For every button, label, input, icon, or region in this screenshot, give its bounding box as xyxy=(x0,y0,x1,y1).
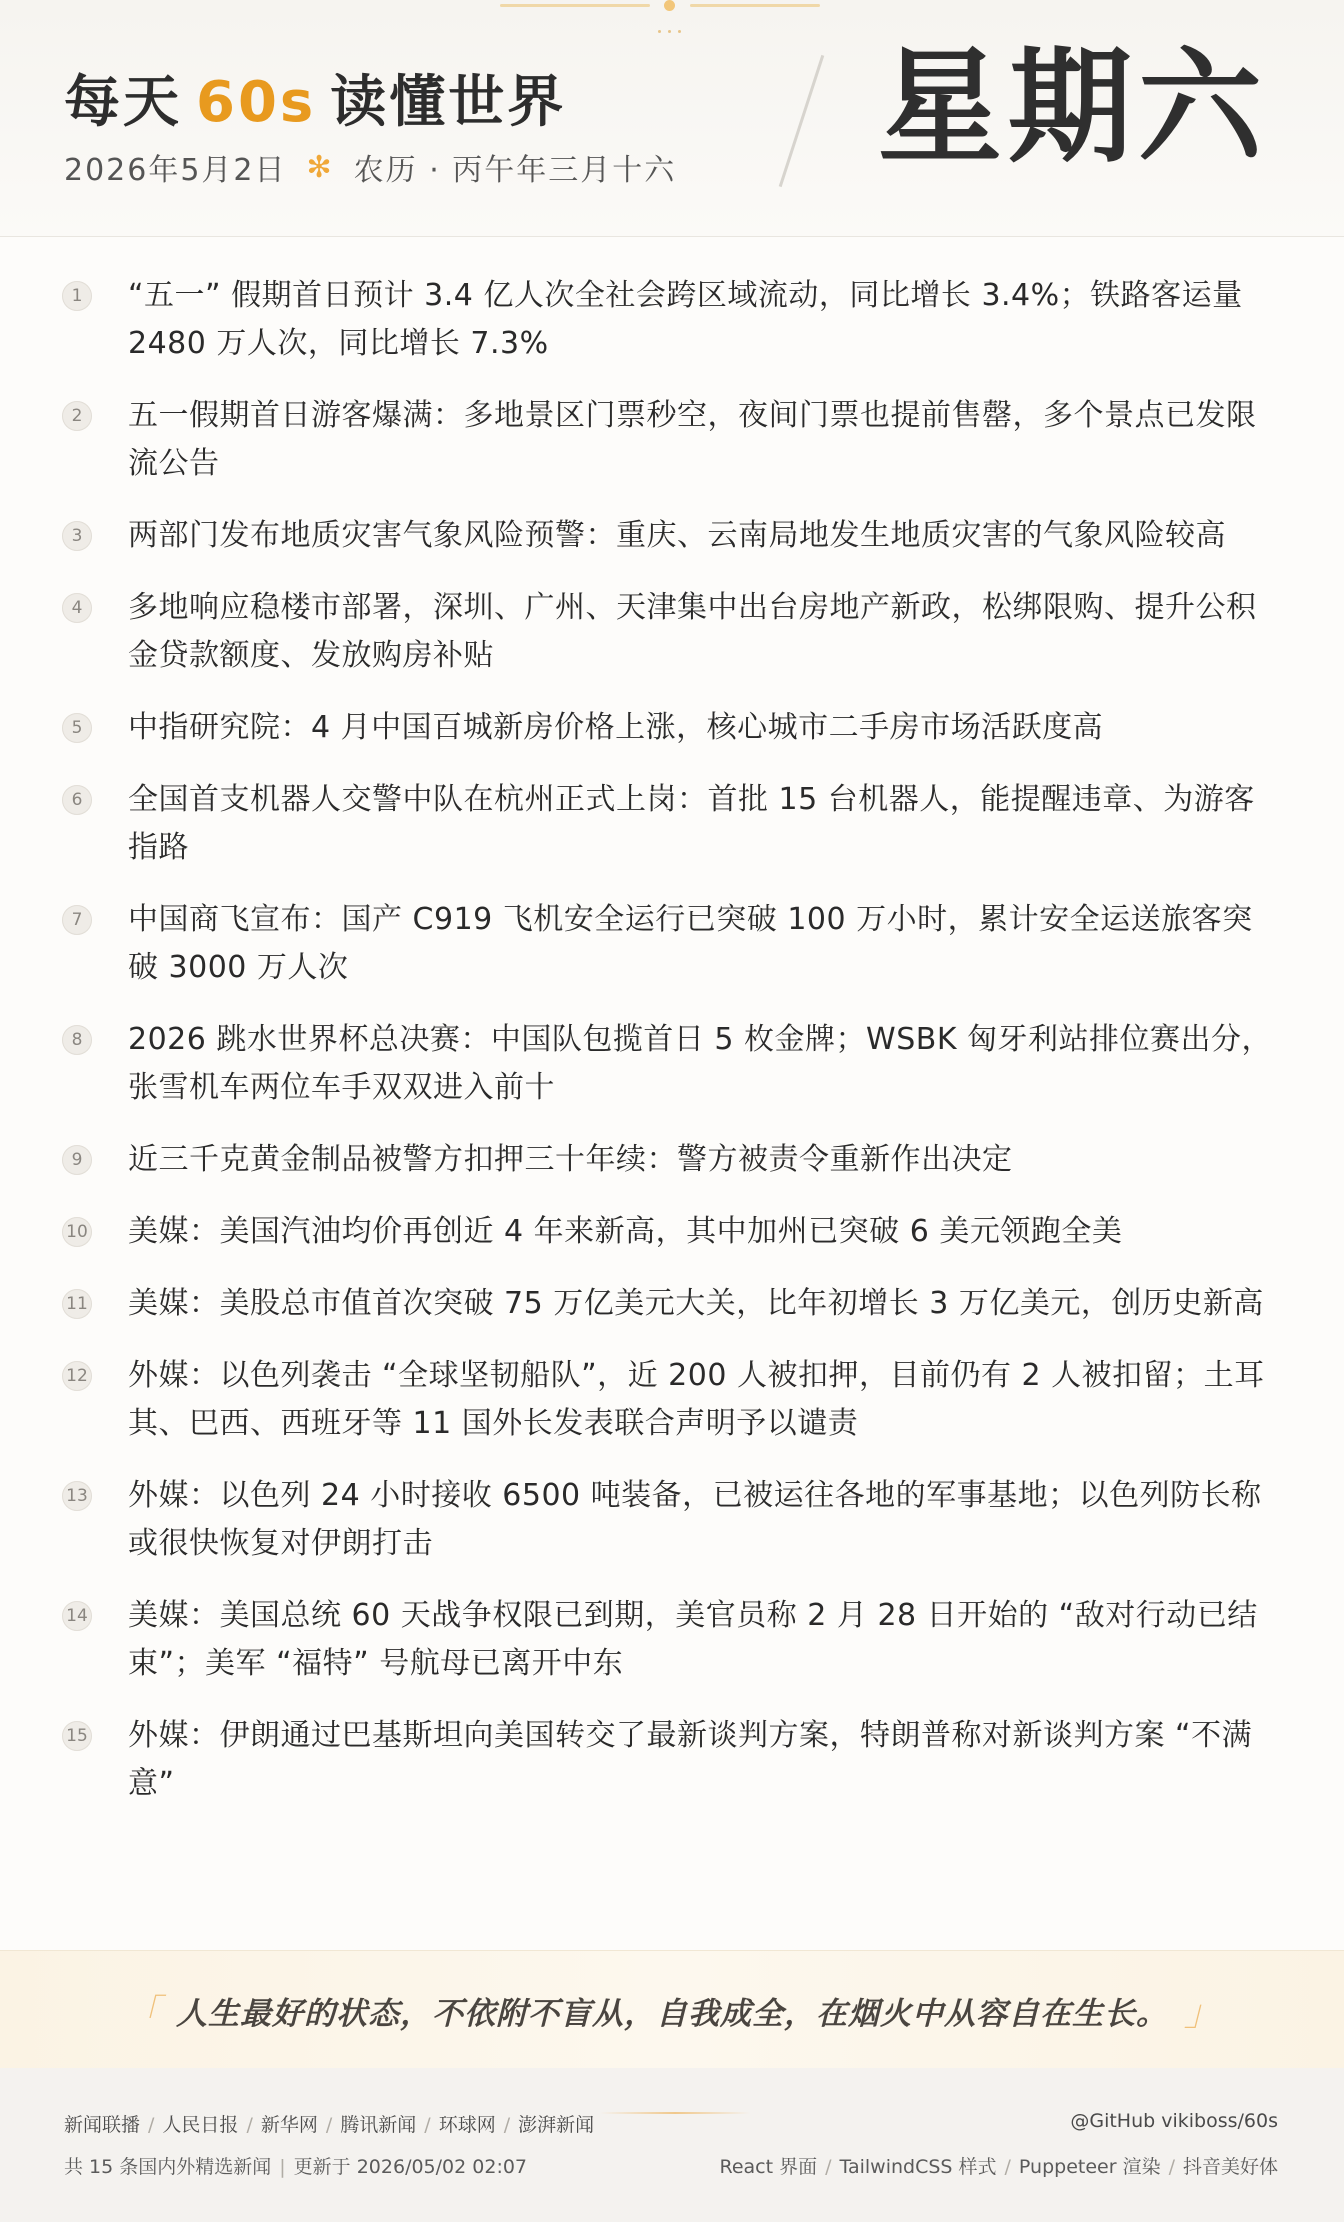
news-number-badge: 4 xyxy=(62,593,92,623)
footer-decoration xyxy=(600,2112,750,2114)
news-number-badge: 10 xyxy=(62,1217,92,1247)
date: 2026年5月2日 xyxy=(64,153,287,188)
news-count: 共 15 条国内外精选新闻 xyxy=(64,2156,272,2178)
news-number-badge: 9 xyxy=(62,1145,92,1175)
news-text: 多地响应稳楼市部署，深圳、广州、天津集中出台房地产新政，松绑限购、提升公积金贷款额度、发放购房补贴 xyxy=(128,590,1257,673)
news-number-badge: 6 xyxy=(62,785,92,815)
quote-close: 」 xyxy=(1184,1992,1221,2034)
separator: / xyxy=(503,2114,511,2136)
news-number-badge: 3 xyxy=(62,521,92,551)
news-item xyxy=(62,1280,1282,1328)
news-text: 2026 跳水世界杯总决赛：中国队包揽首日 5 枚金牌；WSBK 匈牙利站排位赛出分，张雪机车两位车手双双进入前十 xyxy=(128,1022,1273,1105)
weekday: 星期六 xyxy=(877,36,1268,180)
news-number-badge: 1 xyxy=(62,281,92,311)
news-text: 外媒：以色列 24 小时接收 6500 吨装备，已被运往各地的军事基地；以色列防长称或很快恢复对伊朗打击 xyxy=(128,1478,1262,1561)
title-suffix: 读懂世界 xyxy=(330,70,567,135)
news-number-badge: 15 xyxy=(62,1721,92,1751)
news-text: “五一” 假期首日预计 3.4 亿人次全社会跨区域流动，同比增长 3.4%；铁路客运量 2480 万人次，同比增长 7.3% xyxy=(128,278,1243,361)
news-item xyxy=(62,512,1282,560)
news-number-badge: 8 xyxy=(62,1025,92,1055)
separator: / xyxy=(325,2114,333,2136)
footer-meta: 共 15 条国内外精选新闻 | 更新于 2026/05/02 02:07 xyxy=(64,2156,528,2178)
news-source: 人民日报 xyxy=(162,2114,239,2136)
repo-link[interactable]: @GitHub vikiboss/60s xyxy=(1070,2110,1278,2132)
tech-item: 抖音美好体 xyxy=(1182,2156,1278,2178)
news-text: 全国首支机器人交警中队在杭州正式上岗：首批 15 台机器人，能提醒违章、为游客指路 xyxy=(128,782,1255,865)
news-text: 中指研究院：4 月中国百城新房价格上涨，核心城市二手房市场活跃度高 xyxy=(128,710,1104,745)
news-item xyxy=(62,272,1282,368)
news-number-badge: 11 xyxy=(62,1289,92,1319)
separator: / xyxy=(1004,2156,1011,2178)
separator: / xyxy=(424,2114,431,2136)
news-number-badge: 14 xyxy=(62,1601,92,1631)
news-number-badge: 7 xyxy=(62,905,92,935)
news-item xyxy=(62,1352,1282,1448)
title-accent: 60s xyxy=(196,70,317,135)
top-decoration xyxy=(500,0,820,40)
tech-item: React 界面 xyxy=(719,2156,818,2178)
news-number-badge: 5 xyxy=(62,713,92,743)
news-list xyxy=(62,272,1282,1832)
news-source: 澎湃新闻 xyxy=(518,2114,595,2136)
news-source: 新闻联播 xyxy=(64,2114,141,2136)
news-source: 新华网 xyxy=(260,2114,318,2136)
news-item xyxy=(62,1016,1282,1112)
news-text: 外媒：伊朗通过巴基斯坦向美国转交了最新谈判方案，特朗普称对新谈判方案 “不满意” xyxy=(128,1718,1253,1801)
separator: / xyxy=(1168,2156,1175,2178)
quote-text: 人生最好的状态，不依附不盲从，自我成全，在烟火中从容自在生长。 xyxy=(176,1995,1168,2032)
news-item xyxy=(62,1208,1282,1256)
news-item xyxy=(62,1472,1282,1568)
news-source: 腾讯新闻 xyxy=(340,2114,417,2136)
update-time: 更新于 2026/05/02 02:07 xyxy=(293,2156,528,2178)
title-prefix: 每天 xyxy=(64,70,182,135)
quote-open: 「 xyxy=(123,1992,160,2034)
news-number-badge: 12 xyxy=(62,1361,92,1391)
date-line xyxy=(64,145,676,189)
news-item xyxy=(62,1712,1282,1808)
news-text: 外媒：以色列袭击 “全球坚韧船队”，近 200 人被扣押，目前仍有 2 人被扣留；土耳其、巴西、西班牙等 11 国外长发表联合声明予以谴责 xyxy=(128,1358,1265,1441)
sun-icon: ✻ xyxy=(306,149,334,185)
news-number-badge: 2 xyxy=(62,401,92,431)
news-item xyxy=(62,584,1282,680)
news-text: 近三千克黄金制品被警方扣押三十年续：警方被责令重新作出决定 xyxy=(128,1142,1013,1177)
news-text: 五一假期首日游客爆满：多地景区门票秒空，夜间门票也提前售罄，多个景点已发限流公告 xyxy=(128,398,1257,481)
tech-item: TailwindCSS 样式 xyxy=(839,2156,997,2178)
news-text: 美媒：美股总市值首次突破 75 万亿美元大关，比年初增长 3 万亿美元，创历史新高 xyxy=(128,1286,1264,1321)
news-sources xyxy=(64,2110,594,2137)
news-text: 两部门发布地质灾害气象风险预警：重庆、云南局地发生地质灾害的气象风险较高 xyxy=(128,518,1226,553)
news-text: 美媒：美国汽油均价再创近 4 年来新高，其中加州已突破 6 美元领跑全美 xyxy=(128,1214,1123,1249)
divider-slash xyxy=(779,55,824,187)
news-item xyxy=(62,704,1282,752)
quote-band xyxy=(0,1950,1344,2070)
separator: / xyxy=(148,2114,155,2136)
separator: / xyxy=(246,2114,253,2136)
separator: / xyxy=(825,2156,832,2178)
footer xyxy=(0,2068,1344,2222)
tech-item: Puppeteer 渲染 xyxy=(1018,2156,1161,2178)
header xyxy=(0,0,1344,237)
news-item xyxy=(62,1592,1282,1688)
news-item xyxy=(62,896,1282,992)
news-text: 美媒：美国总统 60 天战争权限已到期，美官员称 2 月 28 日开始的 “敌对行动已结束”；美军 “福特” 号航母已离开中东 xyxy=(128,1598,1258,1681)
news-text: 中国商飞宣布：国产 C919 飞机安全运行已突破 100 万小时，累计安全运送旅客突破 3000 万人次 xyxy=(128,902,1253,985)
page-title xyxy=(64,58,566,138)
lunar-date: 农历 · 丙午年三月十六 xyxy=(353,153,677,188)
news-source: 环球网 xyxy=(438,2114,496,2136)
news-item xyxy=(62,1136,1282,1184)
news-number-badge: 13 xyxy=(62,1481,92,1511)
news-item xyxy=(62,776,1282,872)
tech-stack xyxy=(719,2152,1278,2179)
news-item xyxy=(62,392,1282,488)
